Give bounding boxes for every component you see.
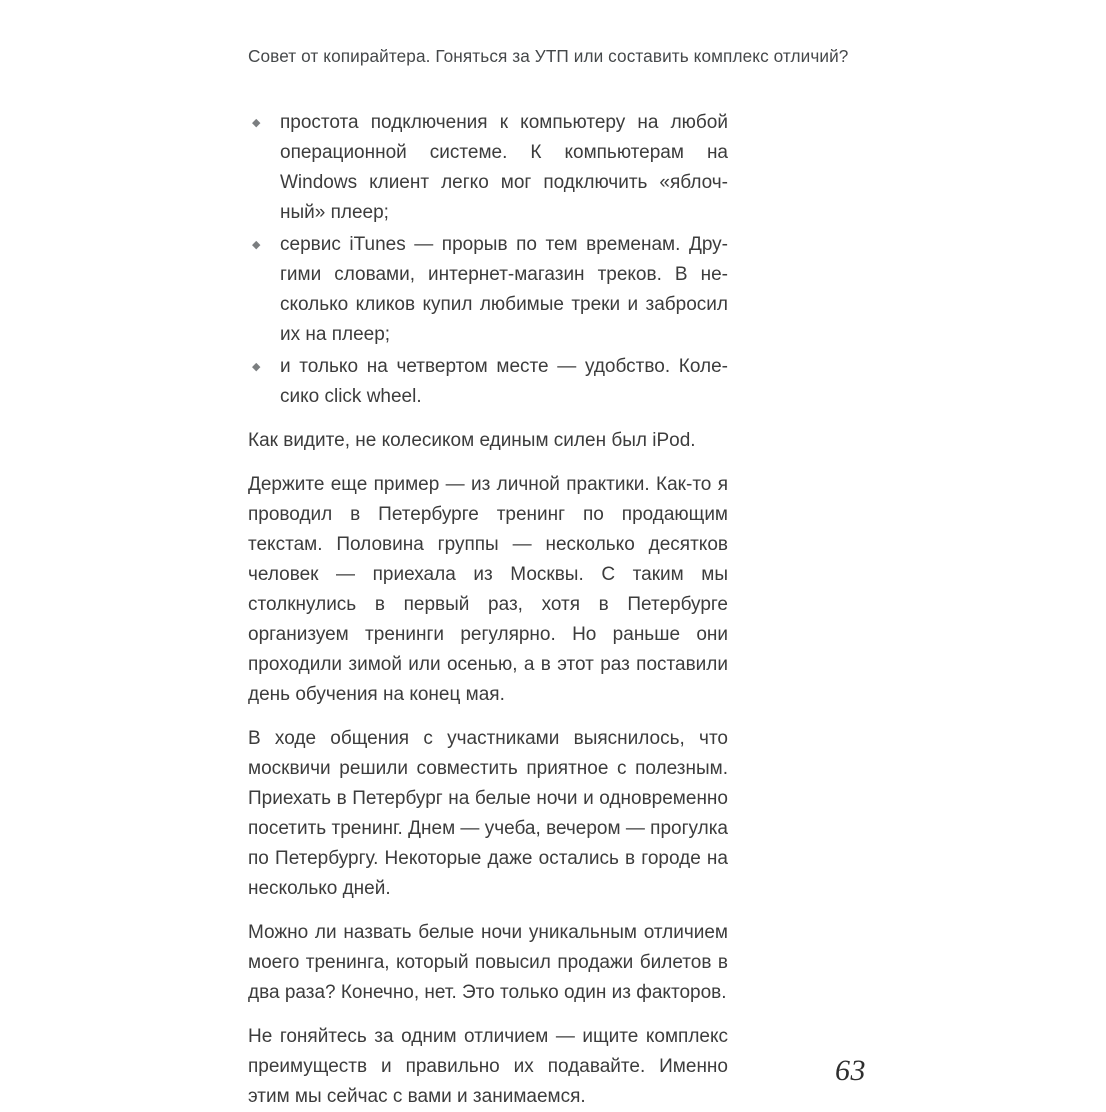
bullet-list: [248, 108, 728, 412]
list-item: [248, 352, 728, 412]
diamond-bullet-icon: ◆: [252, 117, 261, 129]
list-item-text: простота подключения к компьютеру на любой операционной системе. К компьютерам на Windows клиент легко мог подключить «яблочный» плеер;: [280, 112, 728, 223]
text-column: [248, 108, 728, 1112]
diamond-bullet-icon: ◆: [252, 361, 261, 373]
paragraph-training: Держите еще пример — из личной практики. Как-то я проводил в Петербурге тренинг по продающим текстам. Половина группы — несколько десятков человек — приехала из Москвы. С таким мы столкнулись в первый раз, хотя в Петербурге организуем тренинги регулярно. Но раньше они проходили зимой или осенью, а в этот раз поставили день обучения на конец мая.: [248, 474, 728, 705]
list-item-text: сервис iTunes — прорыв по тем временам. Другими словами, интернет-магазин треков. В несколько кликов купил любимые треки и забросил их на плеер;: [280, 234, 728, 345]
running-head: Совет от копирайтера. Гоняться за УТП или составить комплекс отличий?: [248, 46, 849, 66]
diamond-bullet-icon: ◆: [252, 239, 261, 251]
paragraph-whitenights: Можно ли назвать белые ночи уникальным отличием моего тренинга, который повысил продажи билетов в два раза? Конечно, нет. Это только один из факторов.: [248, 922, 728, 1003]
list-item: [248, 230, 728, 350]
paragraph-conclusion: Не гоняйтесь за одним отличием — ищите комплекс преимуществ и правильно их подавайте. Именно этим мы сейчас с вами и занимаемся.: [248, 1026, 728, 1107]
paragraph-moscow: В ходе общения с участниками выяснилось, что москвичи решили совместить приятное с полезным. Приехать в Петербург на белые ночи и одновременно посетить тренинг. Днем — учеба, вечером — прогулка по Петербургу. Некоторые даже остались в городе на несколько дней.: [248, 728, 728, 899]
list-item: [248, 108, 728, 228]
list-item-text: и только на четвертом месте — удобство. Колесико click wheel.: [280, 356, 728, 407]
paragraph-ipod: Как видите, не колесиком единым силен был iPod.: [248, 430, 696, 451]
page-number: 63: [835, 1054, 866, 1087]
